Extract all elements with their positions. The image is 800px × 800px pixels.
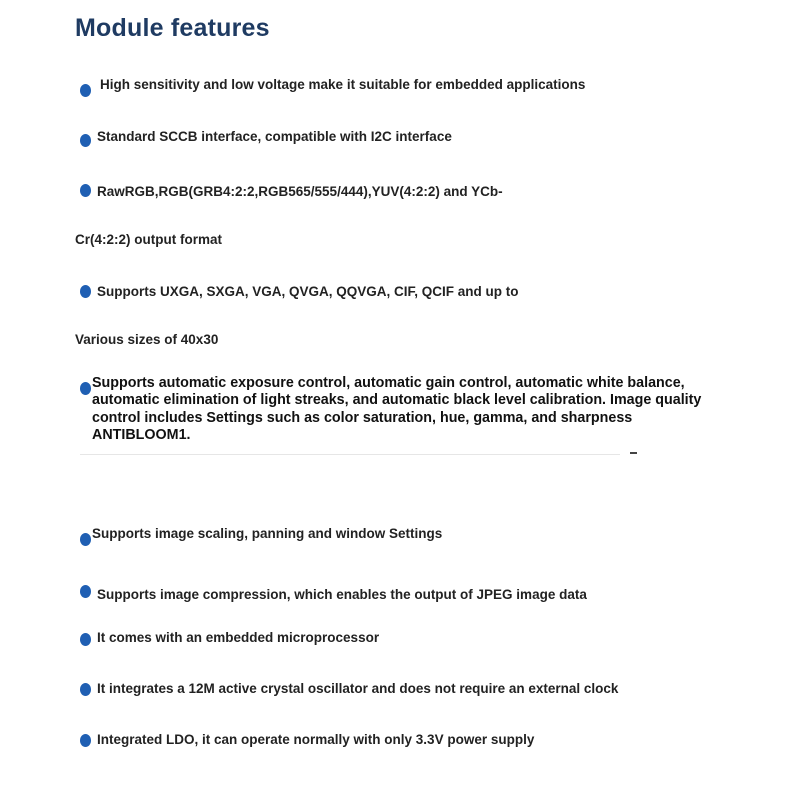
bullet-icon: [80, 533, 91, 546]
feature-10-text: Integrated LDO, it can operate normally with only 3.3V power supply: [97, 732, 535, 747]
bullet-icon: [80, 585, 91, 598]
page-title: Module features: [75, 14, 270, 42]
bullet-icon: [80, 382, 91, 395]
feature-6-text: Supports image scaling, panning and window Settings: [92, 526, 443, 541]
feature-4-continuation: Various sizes of 40x30: [75, 332, 219, 347]
bullet-icon: [80, 285, 91, 298]
stray-mark: [630, 452, 637, 454]
feature-7-text: Supports image compression, which enables the output of JPEG image data: [97, 587, 587, 602]
bullet-icon: [80, 184, 91, 197]
feature-4-text: Supports UXGA, SXGA, VGA, QVGA, QQVGA, CIF, QCIF and up to: [97, 284, 519, 299]
feature-1-text: High sensitivity and low voltage make it suitable for embedded applications: [100, 77, 586, 92]
divider: [80, 454, 620, 455]
bullet-icon: [80, 134, 91, 147]
bullet-icon: [80, 683, 91, 696]
feature-5-text: Supports automatic exposure control, automatic gain control, automatic white balance, automatic elimination of light streaks, and automatic black level calibration. Image quality control includes Settings such as color saturation, hue, gamma, and sharpness ANTIBLOOM1.: [92, 375, 702, 443]
feature-3-continuation: Cr(4:2:2) output format: [75, 232, 222, 247]
bullet-icon: [80, 84, 91, 97]
bullet-icon: [80, 734, 91, 747]
feature-9-text: It integrates a 12M active crystal oscillator and does not require an external clock: [97, 681, 619, 696]
bullet-icon: [80, 633, 91, 646]
feature-2-text: Standard SCCB interface, compatible with I2C interface: [97, 129, 452, 144]
feature-3-text: RawRGB,RGB(GRB4:2:2,RGB565/555/444),YUV(4:2:2) and YCb-: [97, 184, 503, 199]
feature-8-text: It comes with an embedded microprocessor: [97, 630, 380, 645]
